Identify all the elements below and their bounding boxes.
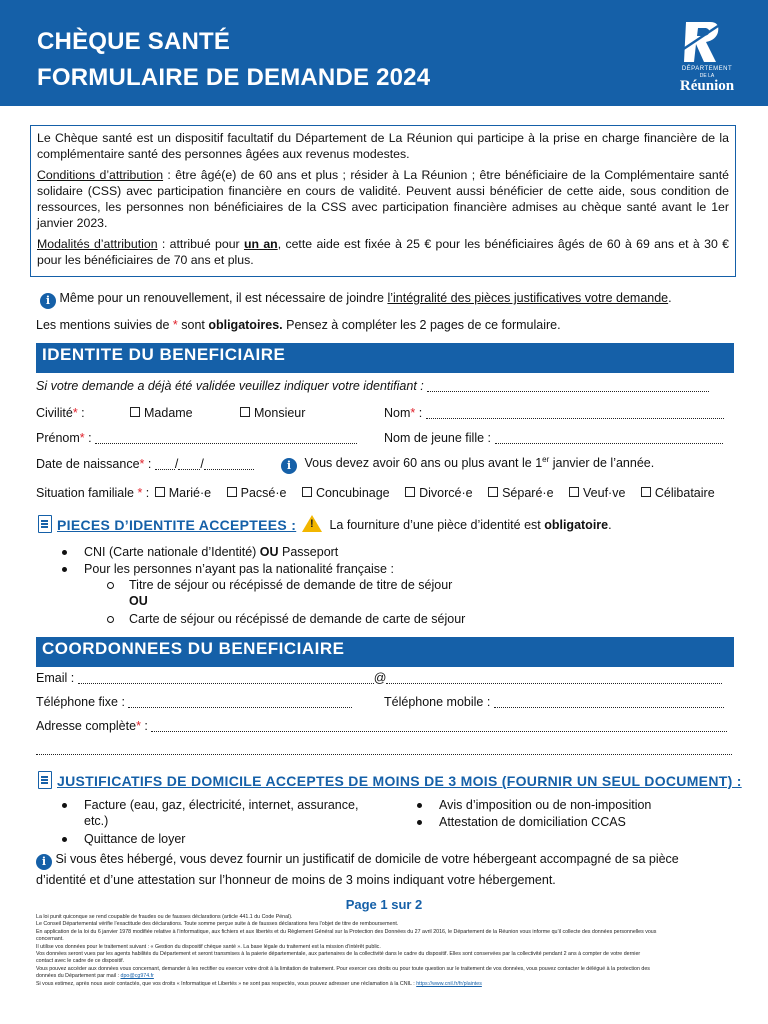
situation-checkbox[interactable] (569, 487, 579, 497)
intro-paragraph-1: Le Chèque santé est un dispositif facultatif du Département de La Réunion qui participe à la prise en charge financière de la complémentaire santé des personnes âgées aux revenus modestes. (37, 131, 729, 161)
nom-field[interactable] (426, 406, 724, 419)
age-notice-b: janvier de l’année. (549, 456, 655, 471)
renewal-underlined: l’intégralité des pièces justificatives votre demande (387, 291, 669, 305)
age-notice-a: Vous devez avoir 60 ans ou plus avant le 1 (304, 456, 543, 471)
situation-label: Situation familiale (36, 486, 134, 500)
situation-option-label: Célibataire (654, 486, 715, 500)
date-naissance-label: Date de naissance (36, 457, 140, 471)
legal-notice (36, 914, 736, 988)
nom-jeune-fille-row (384, 431, 723, 445)
legal-line: Il utilise vos données pour le traitement suivant : « Gestion du dispositif chèque santé ». La base légale du traitement est la mission d’intérêt public. (36, 943, 381, 950)
dpo-email-link[interactable]: dpo@cg974.fr (120, 973, 154, 980)
mandatory-b: sont (177, 318, 209, 332)
intro-paragraph-2 (37, 167, 729, 231)
prenom-field[interactable] (95, 431, 357, 444)
pieces-warning (302, 515, 612, 532)
department-logo (672, 20, 742, 92)
civilite-label: Civilité (36, 406, 73, 420)
justificatifs-heading (38, 771, 742, 789)
page-header (0, 0, 768, 106)
birth-year-field[interactable] (204, 457, 254, 470)
section-coordonnees-header (36, 637, 734, 667)
info-icon: i (40, 293, 56, 309)
justificatifs-title: JUSTIFICATIFS DE DOMICILE ACCEPTES DE MOINS DE 3 MOIS (FOURNIR UN SEUL DOCUMENT) : (57, 773, 742, 789)
mandatory-c: Pensez à compléter les 2 pages de ce formulaire. (282, 318, 561, 332)
situation-checkbox[interactable] (641, 487, 651, 497)
cni-ou: OU (259, 545, 279, 559)
list-item-avis-imposition: Avis d’imposition ou de non-imposition (439, 798, 652, 812)
legal-line: concernant. (36, 936, 64, 943)
age-notice-sup: er (542, 455, 550, 464)
tel-mobile-label: Téléphone mobile : (384, 695, 491, 709)
heberge-notice (36, 849, 730, 891)
legal-line: Vous pouvez accéder aux données vous concernant, demander à les rectifier ou exercer votre droit à la limitation de traitement. Pour exercer ces droits ou pour toute question sur le traitement de vos données, vous pouvez contacter le délégué à la protection des (36, 965, 650, 972)
monsieur-checkbox[interactable] (240, 407, 250, 417)
list-item-carte: Carte de séjour ou récépissé de demande de carte de séjour (129, 612, 466, 626)
nom-row: Nom* : (384, 406, 724, 420)
adresse-field-line1[interactable] (151, 719, 727, 732)
situation-option-label: Divorcé·e (419, 486, 473, 500)
identifier-row (36, 379, 709, 393)
mandatory-bold: obligatoires. (208, 318, 283, 332)
birth-day-field[interactable] (155, 457, 175, 470)
renewal-end: . (668, 291, 672, 305)
logo-text-departement: DÉPARTEMENT (681, 66, 733, 72)
date-separator: / (174, 457, 179, 471)
email-at: @ (373, 671, 387, 685)
renewal-notice (40, 291, 672, 309)
adresse-field-line2[interactable] (36, 742, 732, 755)
adresse-line2-row (36, 742, 732, 756)
cnil-link[interactable]: https://www.cnil.fr/fr/plaintes (416, 980, 482, 987)
legal-line: En application de la loi du 6 janvier 1978 modifiée relative à l’informatique, aux fichiers et aux libertés et du Règlement Général sur la Protection des Données du 27 avril 2016, le Département de la Réunion vous informe qu’il collecte des données personnelles vous (36, 928, 657, 935)
email-user-field[interactable] (78, 671, 374, 684)
situation-checkbox[interactable] (405, 487, 415, 497)
situation-option-label: Séparé·e (502, 486, 554, 500)
tel-mobile-row (384, 695, 724, 709)
warning-icon (302, 515, 322, 532)
legal-dpo-text: données du Département par mail : (36, 973, 121, 980)
intro-box (30, 125, 736, 277)
modalites-duration: un an (243, 237, 278, 251)
situation-option-label: Marié·e (168, 486, 212, 500)
date-separator: / (200, 457, 204, 471)
mandatory-notice (36, 318, 561, 332)
renewal-text: Même pour un renouvellement, il est nécessaire de joindre (56, 291, 388, 305)
email-label: Email : (36, 671, 75, 685)
age-notice (281, 455, 654, 474)
list-item-cni (84, 544, 338, 560)
pieces-ou: OU (129, 594, 148, 608)
logo-text-reunion: Réunion (679, 78, 735, 94)
situation-option[interactable] (405, 486, 473, 500)
situation-checkbox[interactable] (227, 487, 237, 497)
date-naissance-row: Date de naissance* : / / (36, 457, 254, 471)
modalites-text-a: : attribué pour (157, 237, 244, 251)
pieces-heading (38, 515, 296, 533)
prenom-row: Prénom* : (36, 431, 357, 445)
pieces-warning-bold: obligatoire (544, 518, 609, 532)
adresse-row: Adresse complète* : (36, 719, 727, 733)
conditions-label: Conditions d’attribution (37, 168, 164, 182)
email-row (36, 671, 722, 685)
birth-month-field[interactable] (178, 457, 200, 470)
tel-fixe-label: Téléphone fixe : (36, 695, 125, 709)
reunion-logo-icon (680, 20, 720, 64)
adresse-label: Adresse complète (36, 719, 137, 733)
situation-option[interactable] (641, 486, 715, 500)
mandatory-star: * (172, 318, 178, 332)
modalites-label: Modalités d’attribution (37, 237, 158, 251)
civilite-row: Civilité* : (36, 406, 85, 420)
identifier-prompt: Si votre demande a déjà été validée veuillez indiquer votre identifiant : (36, 379, 424, 393)
situation-option[interactable] (155, 486, 211, 500)
situation-checkbox[interactable] (488, 487, 498, 497)
pieces-title: PIECES D’IDENTITE ACCEPTEES : (57, 517, 297, 533)
section-coordonnees-title: COORDONNEES DU BENEFICIAIRE (42, 639, 345, 658)
nom-jeune-fille-label: Nom de jeune fille : (384, 431, 492, 445)
section-identite-title: IDENTITE DU BENEFICIAIRE (42, 345, 286, 364)
nom-jeune-fille-field[interactable] (495, 431, 723, 444)
info-icon: i (281, 458, 297, 474)
document-icon (38, 515, 52, 533)
pieces-warning-b: . (608, 518, 612, 532)
situation-option[interactable] (569, 486, 625, 500)
document-icon (38, 771, 52, 789)
heberge-text: Si vous êtes hébergé, vous devez fournir un justificatif de domicile de votre hébergeant accompagné de sa pièce d’identité et d’une attestation sur l’honneur de moins de 3 moins indiquant votre hébergement. (36, 852, 679, 887)
legal-line: contact avec le cadre de ce dispositif. (36, 958, 125, 965)
situation-option[interactable] (488, 486, 553, 500)
nom-label: Nom (384, 406, 411, 420)
list-item-titre: Titre de séjour ou récépissé de demande de titre de séjour (129, 578, 453, 592)
header-title-line2: FORMULAIRE DE DEMANDE 2024 (37, 64, 431, 91)
situation-option[interactable] (302, 486, 390, 500)
info-icon: i (36, 854, 52, 870)
list-item-facture: Facture (eau, gaz, électricité, internet, assurance, etc.) (84, 797, 384, 829)
situation-checkbox[interactable] (155, 487, 165, 497)
situation-option[interactable] (227, 486, 287, 500)
situation-row: Situation familiale * : Marié·e Pacsé·e Concubinage Divorcé·e Séparé·e Veuf·ve Célibataire (36, 486, 715, 500)
tel-fixe-row (36, 695, 352, 709)
monsieur-label: Monsieur (254, 406, 306, 420)
legal-line: La loi punit quiconque se rend coupable de fraudes ou de fausses déclarations (article 441.1 du Code Pénal). (36, 914, 293, 920)
intro-paragraph-3 (37, 236, 729, 268)
legal-line: Vos données seront vues par les agents habilités du Département et seront transmises à la paierie départementale, aux partenaires de la collectivité dans le cadre du dispositif. Elles sont conservées par la collectivité pendant 2 ans à compter de votre dernier (36, 951, 641, 958)
email-domain-field[interactable] (386, 671, 722, 684)
conditions-text: : être âgé(e) de 60 ans et plus ; résider à La Réunion ; être bénéficiaire de la Complémentaire santé solidaire (CSS) avec participation financière en cours de validité. Peuvent aussi bénéficier de cette aide, sous condition de ressources, les personnes non bénéficiaires de la CSS avec participation financière admises au chèque santé avant le 1er janvier 2023. (37, 168, 729, 230)
pieces-warning-a: La fourniture d’une pièce d’identité est (329, 518, 545, 532)
monsieur-option[interactable] (240, 406, 305, 420)
list-item-quittance: Quittance de loyer (84, 832, 186, 846)
tel-mobile-field[interactable] (494, 695, 724, 708)
situation-checkbox[interactable] (302, 487, 312, 497)
cni-text-b: Passeport (278, 545, 339, 559)
header-title-line1: CHÈQUE SANTÉ (37, 28, 231, 55)
tel-fixe-field[interactable] (128, 695, 352, 708)
madame-checkbox[interactable] (130, 407, 140, 417)
legal-line: Le Conseil Départemental vérifie l’exactitude des déclarations. Toute somme perçue suite à de fausses déclarations fera l’objet de titre de remboursement. (36, 921, 399, 928)
list-item-attestation-ccas: Attestation de domiciliation CCAS (439, 815, 626, 829)
modalites-text-b: , cette aide est fixée à 25 € pour les bénéficiaires âgés de 60 à 69 ans et à 30 € pour les bénéficiaires de 70 ans et plus. (37, 237, 729, 267)
madame-option[interactable] (130, 406, 193, 420)
legal-cnil-text: Si vous estimez, après nous avoir contactés, que vos droits « Informatique et Libertés » ne sont pas respectés, vous pouvez adresser une réclamation à la CNIL : (36, 980, 417, 987)
cni-text-a: CNI (Carte nationale d’Identité) (84, 545, 260, 559)
identifier-field[interactable] (427, 379, 709, 392)
logo-text-dela: DE LA (699, 73, 715, 79)
madame-label: Madame (144, 406, 193, 420)
situation-option-label: Veuf·ve (583, 486, 626, 500)
list-item-foreign: Pour les personnes n’ayant pas la nationalité française : (84, 562, 394, 576)
legal-line (36, 981, 736, 988)
situation-option-label: Pacsé·e (240, 486, 287, 500)
section-identite-header (36, 343, 734, 373)
mandatory-a: Les mentions suivies de (36, 318, 173, 332)
page-number: Page 1 sur 2 (345, 897, 423, 912)
legal-line (36, 973, 736, 980)
prenom-label: Prénom (36, 431, 80, 445)
situation-option-label: Concubinage (315, 486, 390, 500)
